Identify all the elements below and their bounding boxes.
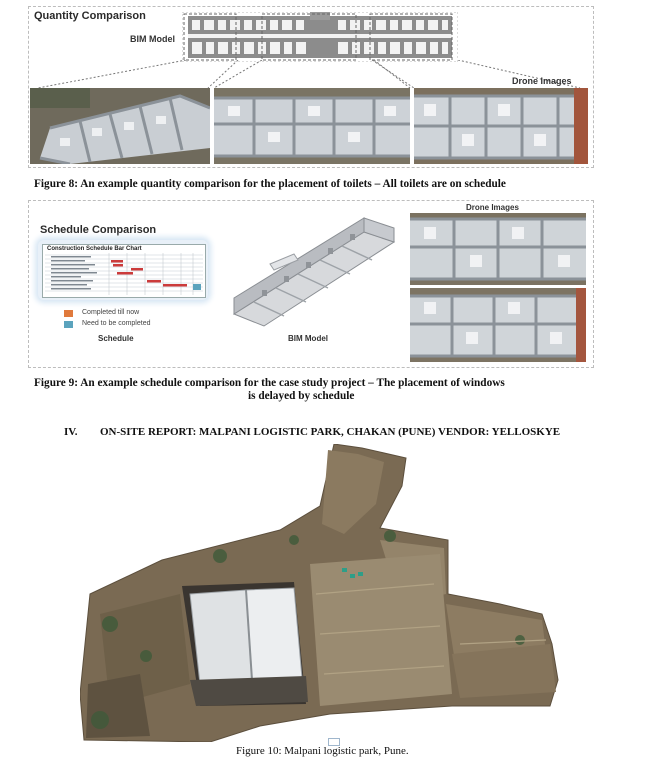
legend-swatch-remaining — [64, 321, 73, 328]
drone-photo-2 — [214, 88, 410, 164]
bim-model-label-2: BIM Model — [288, 334, 328, 343]
schedule-comparison-title: Schedule Comparison — [40, 224, 157, 236]
drone-photo-5 — [410, 288, 586, 362]
drone-photo-4 — [410, 213, 586, 285]
gantt-title: Construction Schedule Bar Chart — [47, 246, 142, 252]
site-orthomosaic — [80, 444, 580, 742]
bim-floor-plan — [182, 12, 458, 62]
legend-swatch-completed — [64, 310, 73, 317]
bim-model-3d — [214, 214, 408, 334]
figure-9-caption-line2: is delayed by schedule — [248, 390, 355, 402]
bim-model-label: BIM Model — [130, 34, 175, 44]
drone-images-label-2: Drone Images — [466, 203, 519, 212]
drone-images-label: Drone Images — [512, 76, 572, 86]
projection-lines — [28, 60, 592, 90]
figure-9-caption-line1: Figure 9: An example schedule comparison for the case study project – The placement of windows — [34, 377, 505, 389]
figure-10-caption: Figure 10: Malpani logistic park, Pune. — [236, 745, 409, 757]
section-title: ON-SITE REPORT: MALPANI LOGISTIC PARK, CHAKAN (PUNE) VENDOR: YELLOSKYE — [100, 426, 561, 438]
gantt-chart — [42, 244, 206, 298]
schedule-label: Schedule — [98, 334, 134, 343]
legend-label-remaining: Need to be completed — [82, 320, 151, 327]
drone-photo-3 — [414, 88, 588, 164]
section-number: IV. — [64, 426, 78, 438]
quantity-comparison-title: Quantity Comparison — [34, 10, 146, 22]
drone-photo-1 — [30, 88, 210, 164]
legend-label-completed: Completed till now — [82, 309, 140, 316]
figure-8-caption: Figure 8: An example quantity comparison for the placement of toilets – All toilets are on schedule — [34, 178, 506, 190]
